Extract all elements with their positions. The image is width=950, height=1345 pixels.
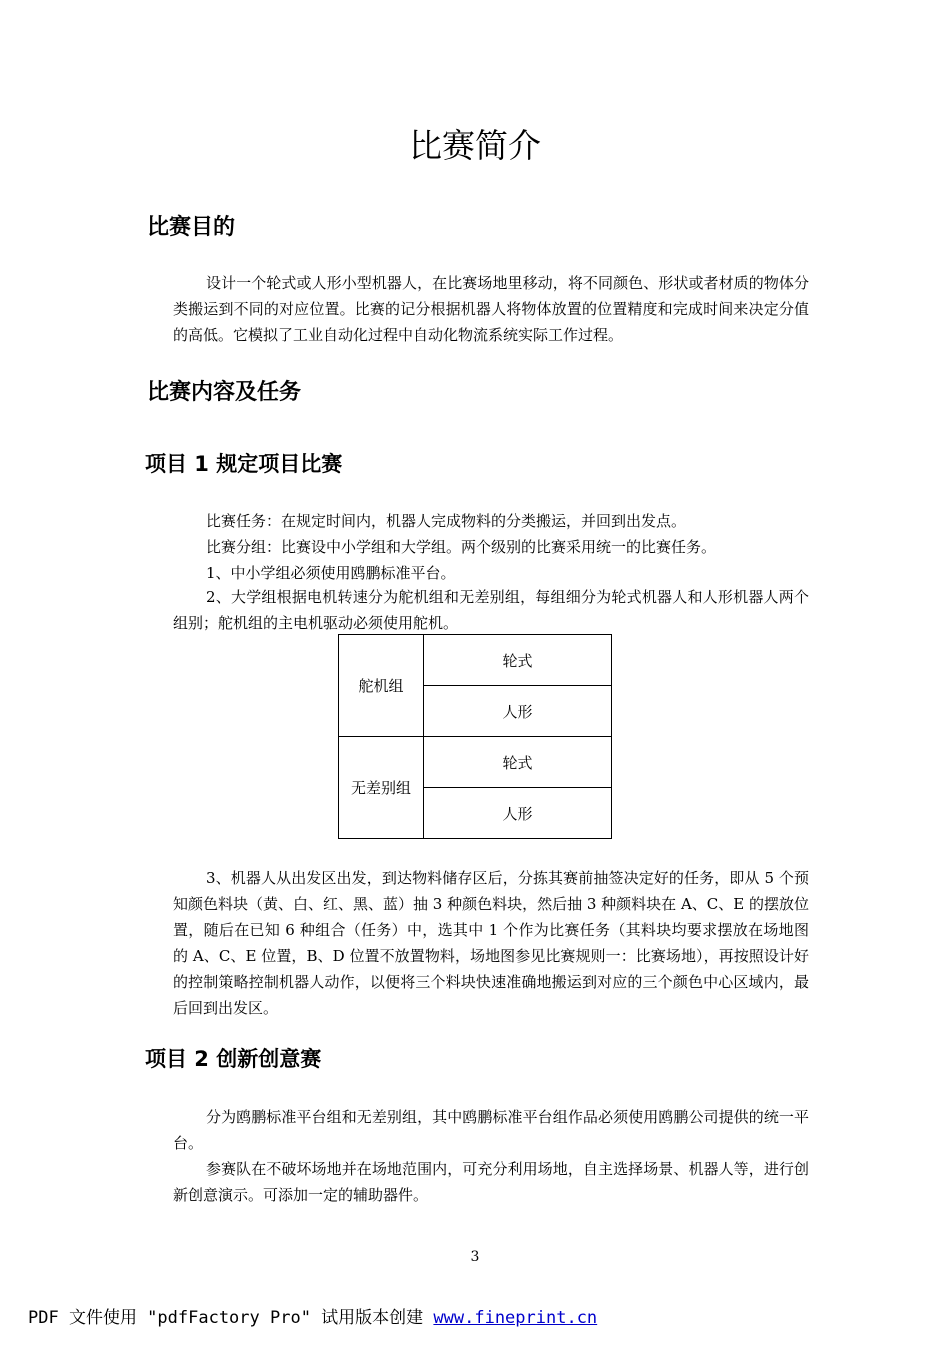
- footer-text: PDF 文件使用 "pdfFactory Pro" 试用版本创建: [28, 1308, 434, 1328]
- page-title: 比赛简介: [409, 126, 541, 165]
- servo-humanoid: 人形: [424, 686, 612, 737]
- heading-project1: 项目 1 规定项目比赛: [145, 452, 343, 476]
- group-open: 无差别组: [339, 737, 424, 839]
- project2-p2: 参赛队在不破坏场地并在场地范围内，可充分利用场地，自主选择场景、机器人等，进行创新创意演示。可添加一定的辅助器件。: [173, 1160, 809, 1204]
- footer-link[interactable]: www.fineprint.cn: [433, 1308, 598, 1328]
- heading-purpose: 比赛目的: [147, 215, 236, 240]
- heading-content: 比赛内容及任务: [147, 380, 302, 405]
- heading-project2: 项目 2 创新创意赛: [145, 1047, 322, 1071]
- page-number: 3: [470, 1249, 480, 1265]
- pdf-footer: [28, 1306, 597, 1330]
- servo-wheeled: 轮式: [424, 635, 612, 686]
- group-table: [338, 634, 612, 839]
- open-humanoid: 人形: [424, 788, 612, 839]
- project1-item1: 1、中小学组必须使用鸥鹏标准平台。: [206, 564, 456, 582]
- group-servo: 舵机组: [339, 635, 424, 737]
- project1-item2: 2、大学组根据电机转速分为舵机组和无差别组，每组细分为轮式机器人和人形机器人两个组别；舵机组的主电机驱动必须使用舵机。: [173, 588, 809, 632]
- project1-grouping: 比赛分组：比赛设中小学组和大学组。两个级别的比赛采用统一的比赛任务。: [206, 538, 717, 556]
- project1-item3: 3、机器人从出发区出发，到达物料储存区后，分拣其赛前抽签决定好的任务，即从 5 个预知颜色料块（黄、白、红、黑、蓝）抽 3 种颜色料块，然后抽 3 种颜料块在 A、C、E 的摆放位置，随后在已知 6 种组合（任务）中，选其中 1 个作为比赛任务（其料块均要求摆放在场地图的 A、C、E 位置，B、D 位置不放置物料，场地图参见比赛规则一：比赛场地），再按照设计好的控制策略控制机器人动作，以便将三个料块快速准确地搬运到对应的三个颜色中心区域内，最后回到出发区。: [173, 869, 809, 1017]
- project1-task: 比赛任务：在规定时间内，机器人完成物料的分类搬运，并回到出发点。: [206, 512, 687, 530]
- purpose-paragraph: 设计一个轮式或人形小型机器人，在比赛场地里移动，将不同颜色、形状或者材质的物体分类搬运到不同的对应位置。比赛的记分根据机器人将物体放置的位置精度和完成时间来决定分值的高低。它模拟了工业自动化过程中自动化物流系统实际工作过程。: [173, 274, 809, 344]
- open-wheeled: 轮式: [424, 737, 612, 788]
- project2-p1: 分为鸥鹏标准平台组和无差别组，其中鸥鹏标准平台组作品必须使用鸥鹏公司提供的统一平台。: [173, 1108, 809, 1152]
